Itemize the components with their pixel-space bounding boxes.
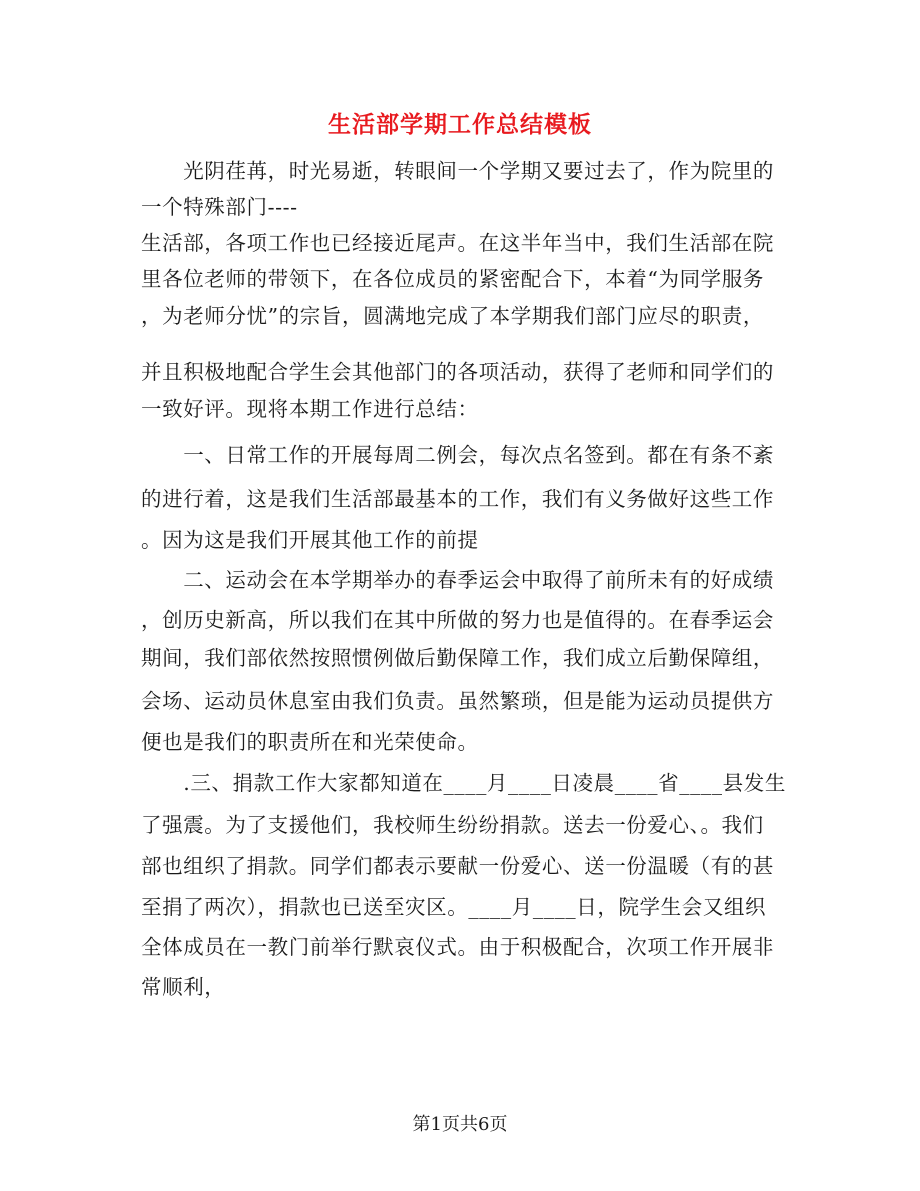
text-line: 。因为这是我们开展其他工作的前提 [141,528,479,552]
text-line: 二、运动会在本学期举办的春季运会中取得了前所未有的好成绩 [141,568,774,592]
text-line: 常顺利， [141,975,226,999]
text-line: 一致好评。现将本期工作进行总结： [141,397,479,421]
text-line: ，创历史新高，所以我们在其中所做的努力也是值得的。在春季运会 [141,608,774,632]
text-line: 至捐了两次），捐款也已送至灾区。____月____日，院学生会又组织 [141,895,767,919]
text-line: 并且积极地配合学生会其他部门的各项活动，获得了老师和同学们的 [141,360,774,384]
page-title: 生活部学期工作总结模板 [328,112,592,138]
text-line: 一个特殊部门---- [141,195,298,219]
text-line: 便也是我们的职责所在和光荣使命。 [141,730,479,754]
text-line: 期间，我们部依然按照惯例做后勤保障工作，我们成立后勤保障组， [141,646,774,670]
text-line: 部也组织了捐款。同学们都表示要献一份爱心、送一份温暖（有的甚 [141,854,774,878]
text-line: 的进行着，这是我们生活部最基本的工作，我们有义务做好这些工作 [141,487,774,511]
text-line: 生活部，各项工作也已经接近尾声。在这半年当中，我们生活部在院 [141,231,774,255]
text-line: .三、捐款工作大家都知道在____月____日凌晨____省____县发生 [141,771,786,795]
text-line: 会场、运动员休息室由我们负责。虽然繁琐，但是能为运动员提供方 [141,689,774,713]
text-line: 一、日常工作的开展每周二例会，每次点名签到。都在有条不紊 [141,443,774,467]
text-line: 全体成员在一教门前举行默哀仪式。由于积极配合，次项工作开展非 [141,935,774,959]
text-line: 了强震。为了支援他们，我校师生纷纷捐款。送去一份爱心、。我们 [141,813,764,837]
page-number: 第1页共6页 [412,1114,508,1135]
text-line: ，为老师分忧”的宗旨，圆满地完成了本学期我们部门应尽的职责， [141,304,764,328]
text-line: 光阴荏苒，时光易逝，转眼间一个学期又要过去了，作为院里的 [141,159,774,183]
text-line: 里各位老师的带领下，在各位成员的紧密配合下，本着“为同学服务 [141,267,764,291]
